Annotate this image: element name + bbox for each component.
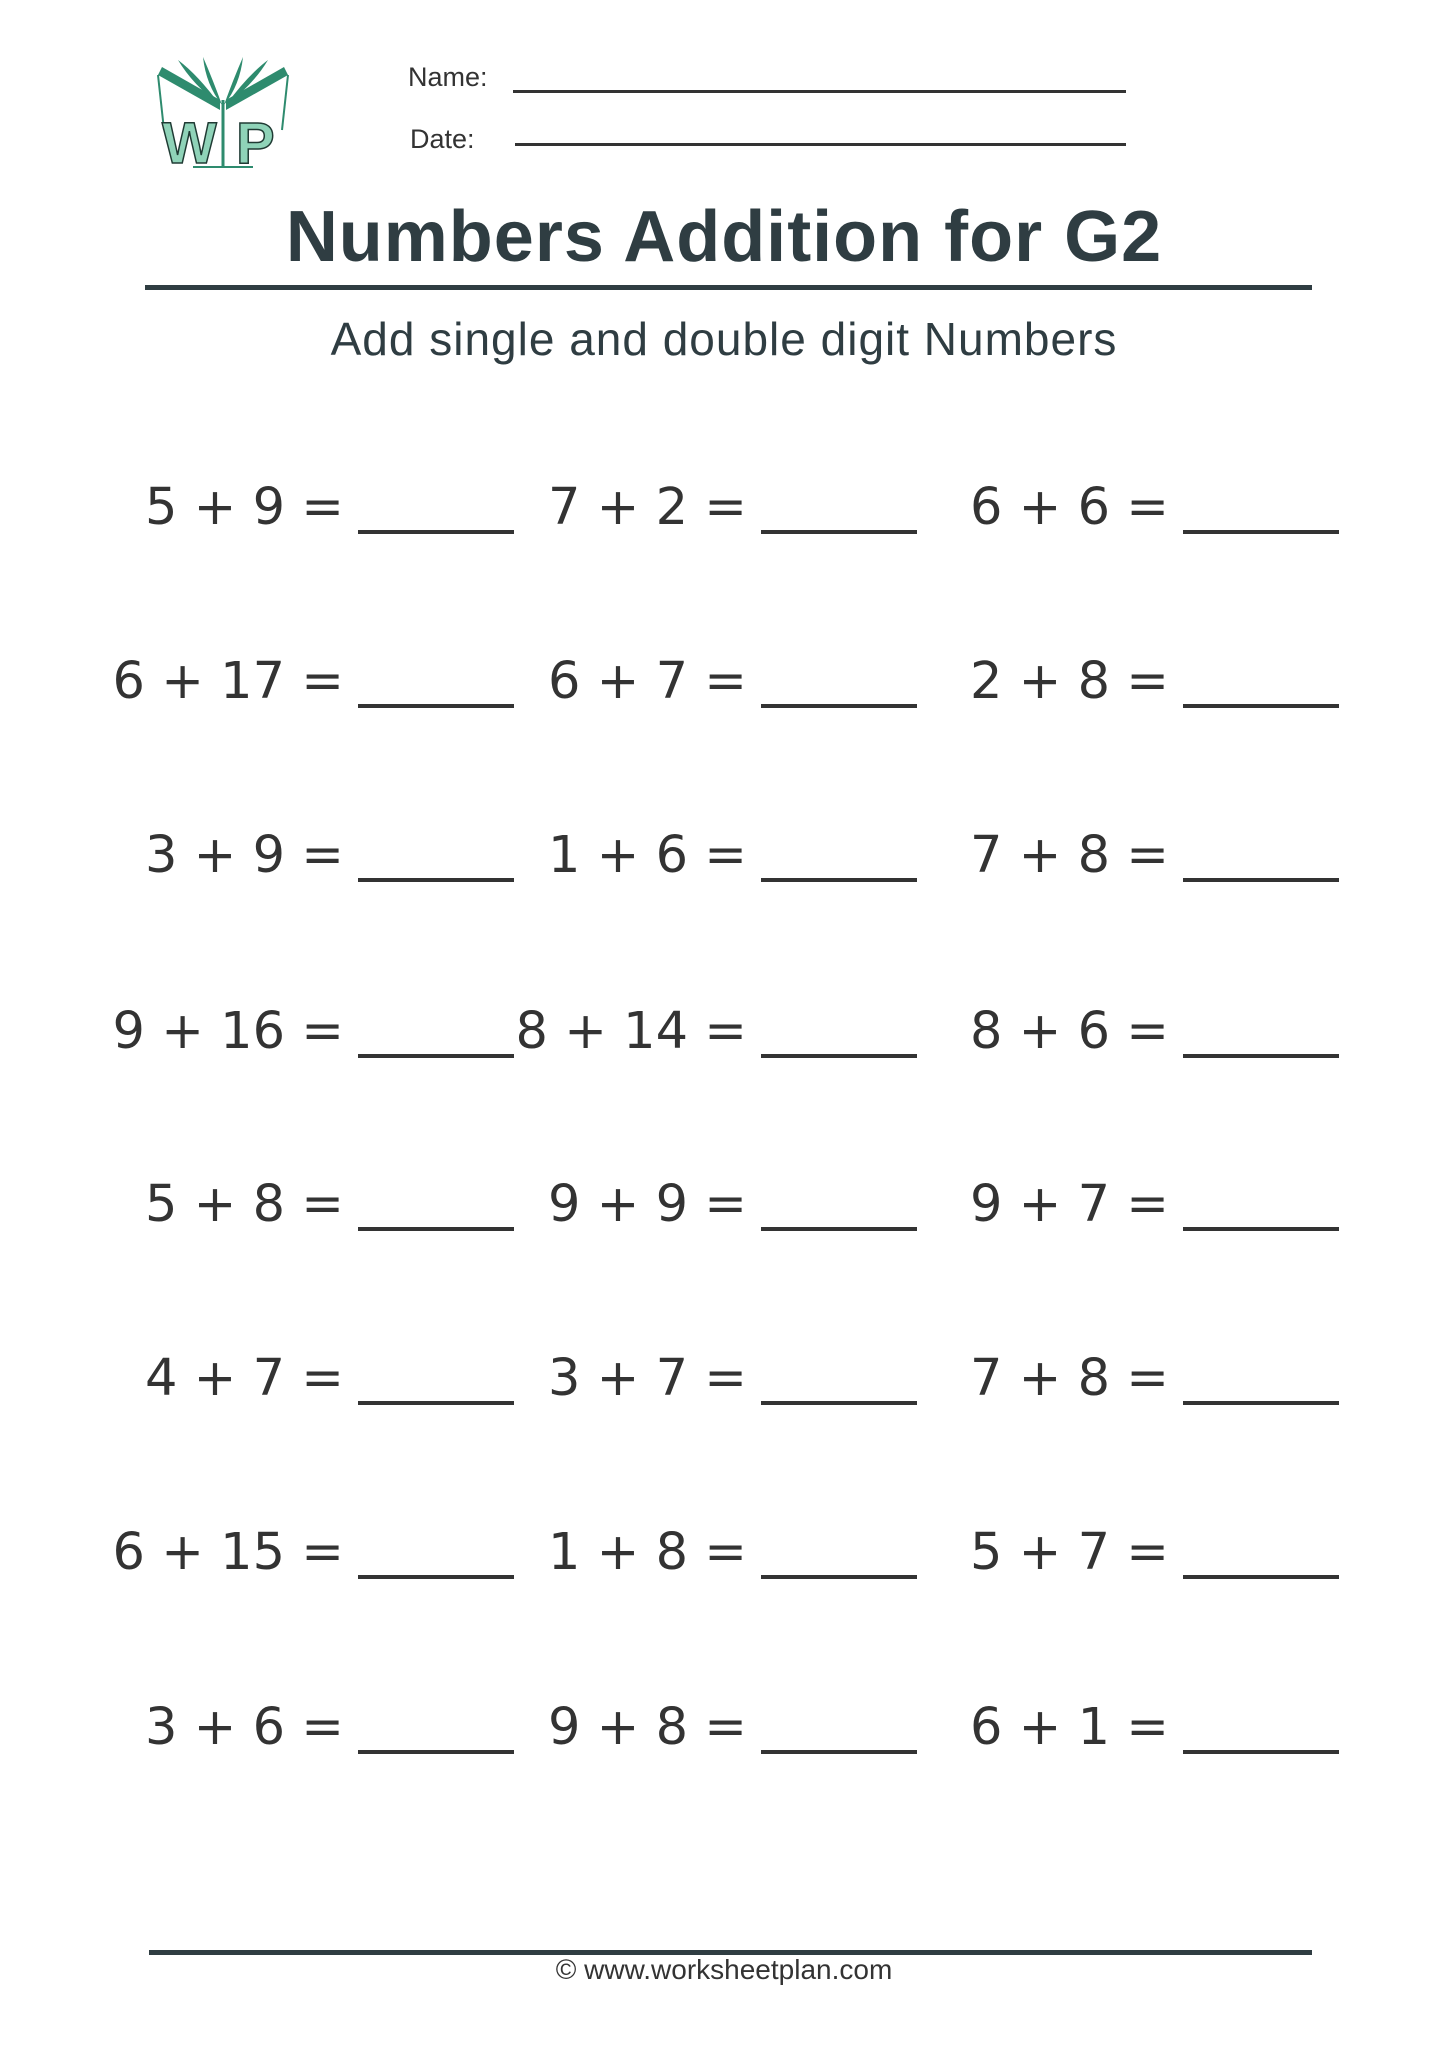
problem-item	[94, 1002, 514, 1062]
problem-expression: 8 + 14 =	[515, 1002, 747, 1061]
svg-text:W: W	[162, 111, 217, 175]
answer-blank[interactable]	[761, 1750, 917, 1754]
answer-blank[interactable]	[358, 530, 514, 534]
answer-blank[interactable]	[1183, 1750, 1339, 1754]
problem-expression: 8 + 6 =	[970, 1002, 1169, 1061]
problem-item	[497, 1698, 917, 1758]
answer-blank[interactable]	[761, 1227, 917, 1231]
problem-item	[94, 652, 514, 712]
answer-blank[interactable]	[761, 878, 917, 882]
answer-blank[interactable]	[1183, 1227, 1339, 1231]
problem-item	[497, 1523, 917, 1583]
subtitle: Add single and double digit Numbers	[330, 313, 1118, 365]
problem-expression: 9 + 7 =	[970, 1175, 1169, 1234]
answer-blank[interactable]	[1183, 1401, 1339, 1405]
problem-item	[497, 826, 917, 886]
problem-expression: 6 + 7 =	[548, 652, 747, 711]
problem-expression: 5 + 7 =	[970, 1523, 1169, 1582]
title-divider	[145, 285, 1312, 290]
copyright-icon: ©	[555, 1954, 577, 1985]
answer-blank[interactable]	[1183, 704, 1339, 708]
problem-expression: 6 + 1 =	[970, 1698, 1169, 1757]
answer-blank[interactable]	[358, 704, 514, 708]
answer-blank[interactable]	[761, 530, 917, 534]
problem-item	[919, 1002, 1339, 1062]
answer-blank[interactable]	[358, 1750, 514, 1754]
answer-blank[interactable]	[1183, 1575, 1339, 1579]
answer-blank[interactable]	[358, 1401, 514, 1405]
problem-item	[497, 1175, 917, 1235]
problem-expression: 3 + 7 =	[548, 1349, 747, 1408]
problem-item	[94, 826, 514, 886]
date-label: Date:	[410, 124, 475, 154]
problem-expression: 7 + 2 =	[548, 478, 747, 537]
problem-expression: 5 + 9 =	[145, 478, 344, 537]
problem-item	[497, 1002, 917, 1062]
problem-expression: 6 + 15 =	[112, 1523, 344, 1582]
answer-blank[interactable]	[761, 1575, 917, 1579]
problem-item	[94, 1523, 514, 1583]
problem-item	[919, 1523, 1339, 1583]
problem-expression: 1 + 6 =	[548, 826, 747, 885]
problem-item	[94, 478, 514, 538]
book-tree-logo-icon	[148, 55, 298, 175]
problem-expression: 1 + 8 =	[548, 1523, 747, 1582]
logo	[148, 55, 298, 175]
problem-item	[919, 478, 1339, 538]
answer-blank[interactable]	[358, 1575, 514, 1579]
problem-item	[919, 1349, 1339, 1409]
answer-blank[interactable]	[761, 1401, 917, 1405]
answer-blank[interactable]	[1183, 1054, 1339, 1058]
problem-expression: 9 + 9 =	[548, 1175, 747, 1234]
page-title: Numbers Addition for G2	[285, 197, 1163, 277]
problem-expression: 5 + 8 =	[145, 1175, 344, 1234]
svg-text:P: P	[236, 111, 275, 175]
date-field[interactable]	[515, 143, 1126, 146]
answer-blank[interactable]	[761, 1054, 917, 1058]
problem-item	[919, 652, 1339, 712]
problem-expression: 6 + 17 =	[112, 652, 344, 711]
problem-expression: 7 + 8 =	[970, 826, 1169, 885]
problem-expression: 3 + 6 =	[145, 1698, 344, 1757]
problem-item	[497, 1349, 917, 1409]
problem-expression: 7 + 8 =	[970, 1349, 1169, 1408]
problem-expression: 2 + 8 =	[970, 652, 1169, 711]
problem-expression: 9 + 8 =	[548, 1698, 747, 1757]
problem-item	[919, 1175, 1339, 1235]
problem-item	[94, 1175, 514, 1235]
problem-expression: 6 + 6 =	[970, 478, 1169, 537]
problem-item	[919, 1698, 1339, 1758]
problem-expression: 3 + 9 =	[145, 826, 344, 885]
answer-blank[interactable]	[1183, 878, 1339, 882]
footer-url: www.worksheetplan.com	[584, 1954, 893, 1985]
problem-item	[94, 1698, 514, 1758]
answer-blank[interactable]	[761, 704, 917, 708]
footer	[0, 1954, 1448, 1986]
problem-item	[497, 478, 917, 538]
problem-item	[919, 826, 1339, 886]
problem-item	[497, 652, 917, 712]
name-field[interactable]	[513, 90, 1126, 93]
problem-expression: 4 + 7 =	[145, 1349, 344, 1408]
answer-blank[interactable]	[358, 1227, 514, 1231]
problem-expression: 9 + 16 =	[112, 1002, 344, 1061]
problem-item	[94, 1349, 514, 1409]
name-label: Name:	[408, 62, 488, 92]
answer-blank[interactable]	[1183, 530, 1339, 534]
answer-blank[interactable]	[358, 878, 514, 882]
answer-blank[interactable]	[358, 1054, 514, 1058]
